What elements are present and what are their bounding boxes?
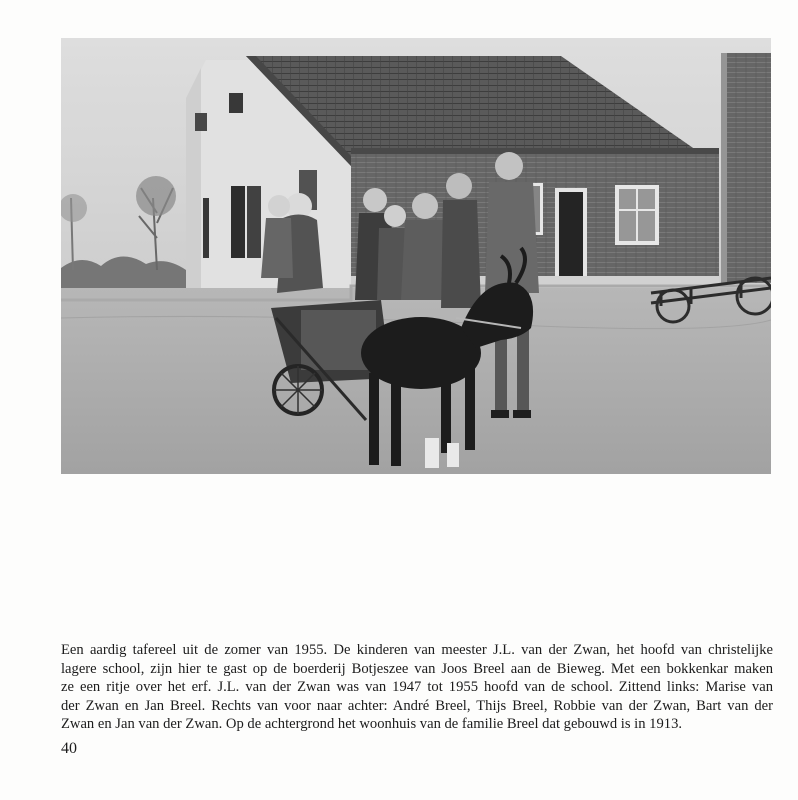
caption-line: Zwan en Jan van der Zwan. Op de achtergrond het woonhuis van de familie Breel dat gebouwd is in 1913. [61, 716, 683, 733]
photo-caption [61, 641, 773, 734]
caption-line: lagere school, zijn hier te gast op de boerderij Botjeszee van Joos Breel aan de Bieweg. Met een bokkenkar maken [61, 660, 773, 677]
caption-line: ze een ritje over het erf. J.L. van der Zwan was van 1947 tot 1955 hoofd van de school. Zittend links: Marise van [61, 679, 773, 696]
page-number: 40 [61, 740, 77, 757]
caption-line: Een aardig tafereel uit de zomer van 1955. De kinderen van meester J.L. van der Zwan, het hoofd van christelijke [61, 642, 773, 658]
caption-line: der Zwan en Jan Breel. Rechts van voor naar achter: André Breel, Thijs Breel, Robbie van der Zwan, Bart van der [61, 697, 773, 714]
historical-photograph [61, 38, 771, 474]
